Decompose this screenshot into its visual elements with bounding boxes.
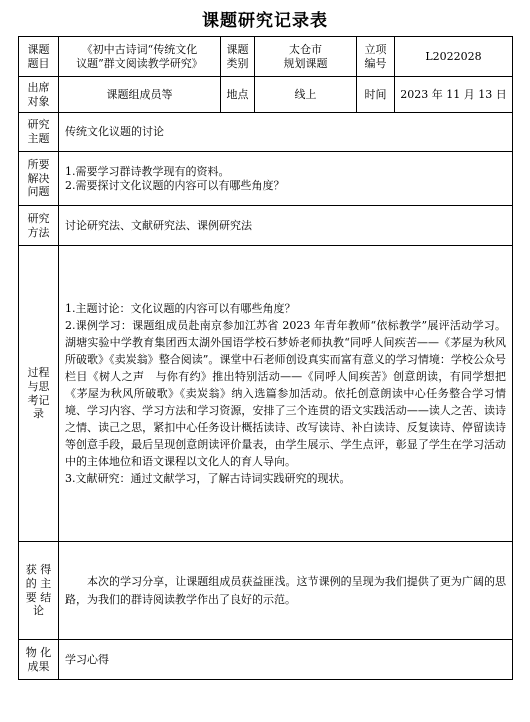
- process-paragraph: 3.文献研究：通过文献学习，了解古诗词实践研究的现状。: [65, 472, 351, 486]
- methods-value: 讨论研究法、文献研究法、课例研究法: [59, 206, 513, 246]
- process-value: [59, 246, 513, 542]
- label-conclusion: 获 得 的 主 要 结 论: [19, 542, 59, 640]
- row-methods: [19, 206, 513, 246]
- record-table: [18, 36, 513, 680]
- problem-item: 2.需要探讨文化议题的内容可以有哪些角度？: [65, 178, 285, 192]
- label-time: 时间: [357, 77, 395, 113]
- row-problems: [19, 152, 513, 206]
- label-category: 课题 类别: [221, 37, 255, 77]
- label-methods: 研究 方法: [19, 206, 59, 246]
- number-value: L2022028: [395, 37, 513, 77]
- topic-value: 《初中古诗词“传统文化 议题”群文阅读教学研究》: [59, 37, 221, 77]
- label-location: 地点: [221, 77, 255, 113]
- label-number: 立项 编号: [357, 37, 395, 77]
- label-theme: 研究 主题: [19, 113, 59, 152]
- label-attendees: 出席 对象: [19, 77, 59, 113]
- result-value: 学习心得: [59, 640, 513, 680]
- row-theme: [19, 113, 513, 152]
- problems-value: [59, 152, 513, 206]
- theme-value: 传统文化议题的讨论: [59, 113, 513, 152]
- time-value: 2023 年 11 月 13 日: [395, 77, 513, 113]
- label-topic: 课题 题目: [19, 37, 59, 77]
- problem-item: 1.需要学习群诗教学现有的资料。: [65, 164, 230, 178]
- attendees-value: 课题组成员等: [59, 77, 221, 113]
- row-result: [19, 640, 513, 680]
- category-value: 太仓市 规划课题: [255, 37, 357, 77]
- location-value: 线上: [255, 77, 357, 113]
- label-result: 物 化 成果: [19, 640, 59, 680]
- row-process: [19, 246, 513, 542]
- label-problems: 所要 解决 问题: [19, 152, 59, 206]
- conclusion-value: 本次的学习分享，让课题组成员获益匪浅。这节课例的呈现为我们提供了更为广阔的思路，为我们的群诗阅读教学作出了良好的示范。: [59, 542, 513, 640]
- row-conclusion: [19, 542, 513, 640]
- page-title: 课题研究记录表: [202, 11, 328, 31]
- process-paragraph: 1.主题讨论：文化议题的内容可以有哪些角度？: [65, 301, 296, 315]
- label-process: 过程 与思 考记 录: [19, 246, 59, 542]
- row-topic: [19, 37, 513, 77]
- row-attendees: [19, 77, 513, 113]
- process-paragraph: 2.课例学习：课题组成员赴南京参加江苏省 2023 年青年教师“依标教学”展评活动学习。湖塘实验中学教育集团西太湖外国语学校石梦娇老师执教“同呼人间疾苦——《茅屋为秋风所破歌》《卖炭翁》整合阅读”。课堂中石老师创设真实而富有意义的学习情境：学校公众号栏目《树人之声 与你有约》推出特别活动——《同呼人间疾苦》创意朗读，有同学想把《茅屋为秋风所破歌》《卖炭翁》纳入选篇参加活动。依托创意朗读中心任务整合学习情境、学习内容、学习方法和学习资源，安排了三个连贯的语文实践活动——读人之苦、读诗之情、读己之思，紧扣中心任务设计概括读诗、改写读诗、补白读诗、反复读诗、停留读诗等创意手段，最后呈现创意朗读评价量表，由学生展示、学生点评，彰显了学生在学习活动中的主体地位和语文课程以文化人的育人导向。: [65, 318, 506, 469]
